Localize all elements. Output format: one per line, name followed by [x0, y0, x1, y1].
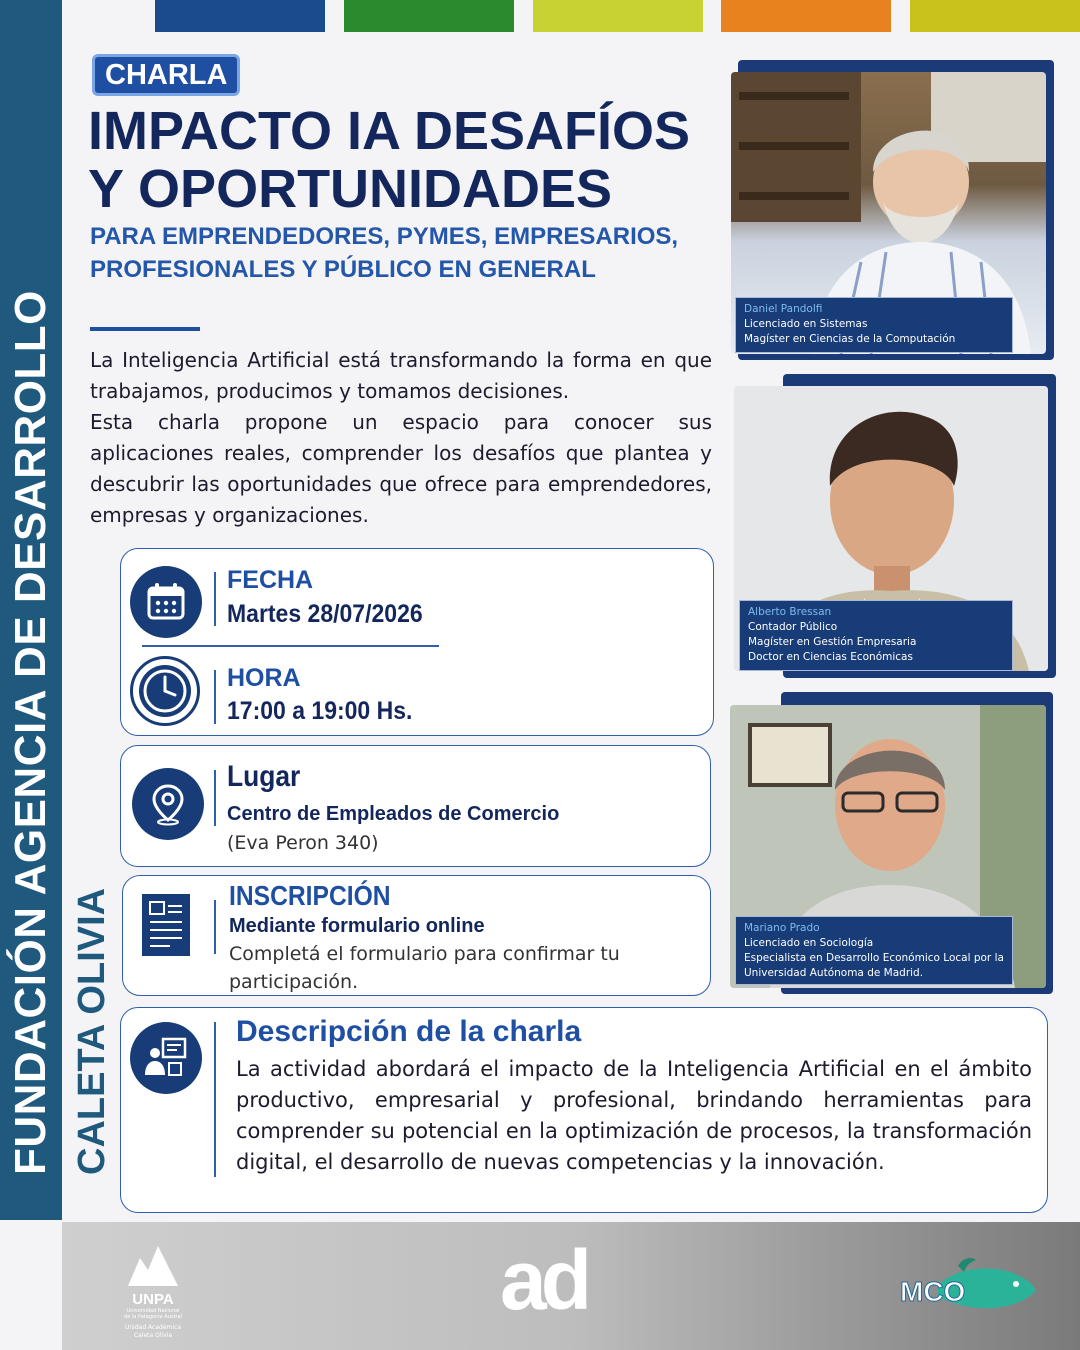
stripe-yellow — [910, 0, 1080, 32]
registration-separator — [214, 900, 216, 954]
stripe-green — [344, 0, 514, 32]
time-value: 17:00 a 19:00 Hs. — [227, 697, 413, 725]
speaker-credential: Doctor en Ciencias Económicas — [748, 651, 913, 663]
speaker-caption — [739, 600, 1013, 671]
mco-logo-text: MCO — [900, 1276, 966, 1307]
form-icon — [140, 892, 192, 958]
intro-paragraph-2: Esta charla propone un espacio para conocer sus aplicaciones reales, comprender los desafíos que plantea y descubrir las oportunidades que ofrece para emprendedores, empresas y organizaciones. — [90, 410, 712, 527]
speaker-credential: Universidad Autónoma de Madrid. — [744, 967, 924, 979]
event-audience: PARA EMPRENDEDORES, PYMES, EMPRESARIOS, PROFESIONALES Y PÚBLICO EN GENERAL — [90, 223, 679, 283]
registration-label: INSCRIPCIÓN — [229, 880, 391, 911]
calendar-icon — [130, 566, 202, 638]
event-type-tag: CHARLA — [92, 54, 240, 96]
speaker-caption — [735, 297, 1013, 353]
time-separator — [214, 670, 216, 724]
date-separator — [214, 572, 216, 626]
stripe-orange — [721, 0, 891, 32]
location-address: (Eva Peron 340) — [227, 832, 379, 854]
speaker-caption — [735, 916, 1013, 985]
description-title: Descripción de la charla — [236, 1015, 582, 1048]
sidebar-subtitle: CALETA OLIVIA — [71, 887, 113, 1175]
unpa-logo-subtext: Caleta Olivia — [133, 1332, 173, 1339]
speaker-credential: Magíster en Gestión Empresaria — [748, 636, 917, 648]
speaker-name: Daniel Pandolfi — [744, 303, 823, 315]
unpa-logo — [118, 1240, 188, 1348]
unpa-logo-text: UNPA — [132, 1291, 174, 1308]
date-label: FECHA — [227, 566, 314, 594]
speaker-credential: Licenciado en Sistemas — [744, 318, 868, 330]
speaker-name: Alberto Bressan — [748, 606, 832, 618]
schedule-card — [120, 548, 714, 736]
registration-note: Completá el formulario para confirmar tu participación. — [229, 943, 620, 993]
unpa-logo-subtext: Unidad Académica — [124, 1324, 182, 1331]
description-separator — [214, 1022, 216, 1177]
speaker-credential: Licenciado en Sociología — [744, 937, 874, 949]
clock-icon — [130, 656, 200, 726]
mco-logo — [898, 1256, 1040, 1320]
location-separator — [214, 770, 216, 826]
ad-logo: ad — [500, 1233, 587, 1327]
speaker-name: Mariano Prado — [744, 922, 820, 934]
location-venue: Centro de Empleados de Comercio — [227, 803, 560, 825]
registration-method: Mediante formulario online — [229, 915, 485, 937]
unpa-logo-subtext: Universidad Nacional — [126, 1308, 180, 1314]
stripe-lime — [533, 0, 703, 32]
location-pin-icon — [132, 768, 204, 840]
sidebar-title: FUNDACIÓN AGENCIA DE DESARROLLO — [6, 290, 55, 1175]
divider — [90, 327, 200, 331]
date-value: Martes 28/07/2026 — [227, 600, 423, 628]
intro-paragraph-1: La Inteligencia Artificial está transformando la forma en que trabajamos, producimos y tomamos decisiones. — [90, 348, 712, 403]
stripe-blue — [155, 0, 325, 32]
unpa-logo-subtext: de la Patagonia Austral — [124, 1314, 182, 1320]
description-text: La actividad abordará el impacto de la Inteligencia Artificial en el ámbito productivo, empresarial y profesional, brindando herramientas para comprender su potencial en la optimización de procesos, la transformación digital, el desarrollo de nuevas competencias y la innovación. — [236, 1057, 1032, 1174]
intro-text — [90, 345, 712, 531]
speaker-credential: Especialista en Desarrollo Económico Local por la — [744, 952, 1004, 964]
location-label: Lugar — [227, 760, 301, 793]
time-label: HORA — [227, 664, 301, 692]
speaker-credential: Magíster en Ciencias de la Computación — [744, 333, 956, 345]
speaker-credential: Contador Público — [748, 621, 838, 633]
presenter-icon — [130, 1022, 202, 1094]
event-title: IMPACTO IA DESAFÍOS Y OPORTUNIDADES — [88, 101, 691, 219]
schedule-divider — [142, 645, 439, 647]
